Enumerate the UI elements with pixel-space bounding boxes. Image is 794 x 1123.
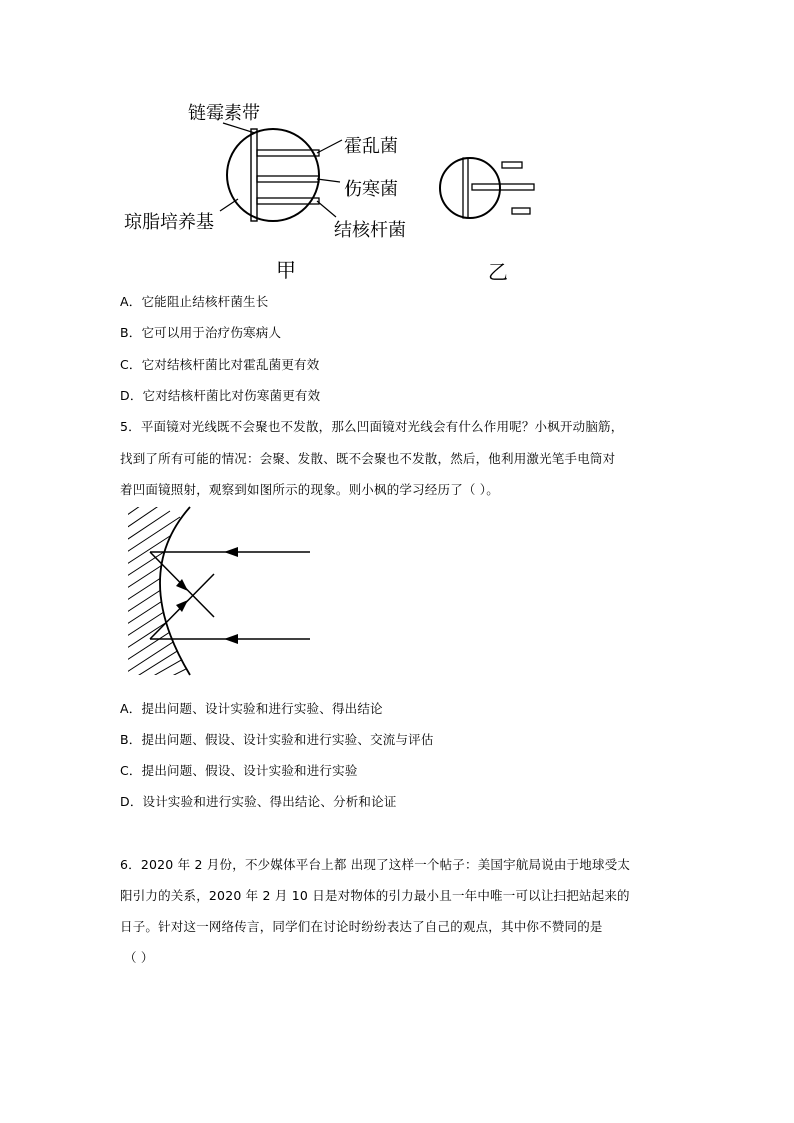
q5-option-c: C．提出问题、假设、设计实验和进行实验 — [120, 763, 358, 778]
q5-option-d: D．设计实验和进行实验、得出结论、分析和论证 — [120, 794, 397, 809]
label-streptomycin: 链霉素带 — [188, 103, 260, 124]
q6-answer-blank: （ ） — [124, 950, 154, 965]
arrow-bottom — [224, 634, 238, 644]
q4-option-c: C．它对结核杆菌比对霍乱菌更有效 — [120, 357, 320, 372]
leader-agar — [220, 199, 238, 211]
q4-option-a: A．它能阻止结核杆菌生长 — [120, 294, 269, 309]
q4-option-b: B．它可以用于治疗伤寒病人 — [120, 325, 282, 340]
concave-mirror-figure — [110, 505, 320, 685]
q5-option-a: A．提出问题、设计实验和进行实验、得出结论 — [120, 701, 383, 716]
label-cholera: 霍乱菌 — [344, 136, 398, 157]
dish-yi-outline — [410, 130, 520, 250]
petri-dish-jia — [227, 129, 319, 221]
petri-dish-yi-circle — [440, 158, 500, 218]
concave-mirror-svg — [110, 505, 320, 685]
label-jia: 甲 — [276, 258, 296, 282]
leader-tuberculosis — [317, 201, 336, 217]
cholera-streak — [257, 150, 319, 156]
yi-strip — [463, 158, 468, 218]
q5-stem-line-3: 着凹面镜照射，观察到如图所示的现象。则小枫的学习经历了（ ）。 — [120, 482, 499, 497]
arrow-top — [224, 547, 238, 557]
q5-option-b: B．提出问题、假设、设计实验和进行实验、交流与评估 — [120, 732, 434, 747]
leader-typhoid — [317, 179, 340, 182]
q6-stem-line-3: 日子。针对这一网络传言，同学们在讨论时纷纷表达了自己的观点，其中你不赞同的是 — [120, 919, 603, 934]
dish-yi-outline-svg — [410, 130, 520, 250]
label-typhoid: 伤寒菌 — [344, 179, 398, 200]
streptomycin-strip-jia — [251, 129, 257, 221]
q6-stem-line-1: 6．2020 年 2 月份，不少媒体平台上都 出现了这样一个帖子：美国宇航局说由于地球受太 — [120, 857, 631, 872]
mirror-hatching — [110, 505, 190, 685]
q4-option-d: D．它对结核杆菌比对伤寒菌更有效 — [120, 388, 321, 403]
leader-cholera — [317, 140, 342, 153]
q5-stem-line-2: 找到了所有可能的情况：会聚、发散、既不会聚也不发散，然后，他利用激光笔手电筒对 — [120, 451, 616, 466]
label-yi: 乙 — [488, 260, 508, 284]
q5-stem-line-1: 5．平面镜对光线既不会聚也不发散，那么凹面镜对光线会有什么作用呢？小枫开动脑筋， — [120, 419, 624, 434]
mirror-surface — [160, 507, 190, 675]
typhoid-streak — [257, 176, 319, 182]
label-tuberculosis: 结核杆菌 — [334, 220, 406, 241]
q6-stem-line-2: 阳引力的关系，2020 年 2 月 10 日是对物体的引力最小且一年中唯一可以让扫把站起来的 — [120, 888, 630, 903]
label-agar: 琼脂培养基 — [124, 212, 214, 233]
